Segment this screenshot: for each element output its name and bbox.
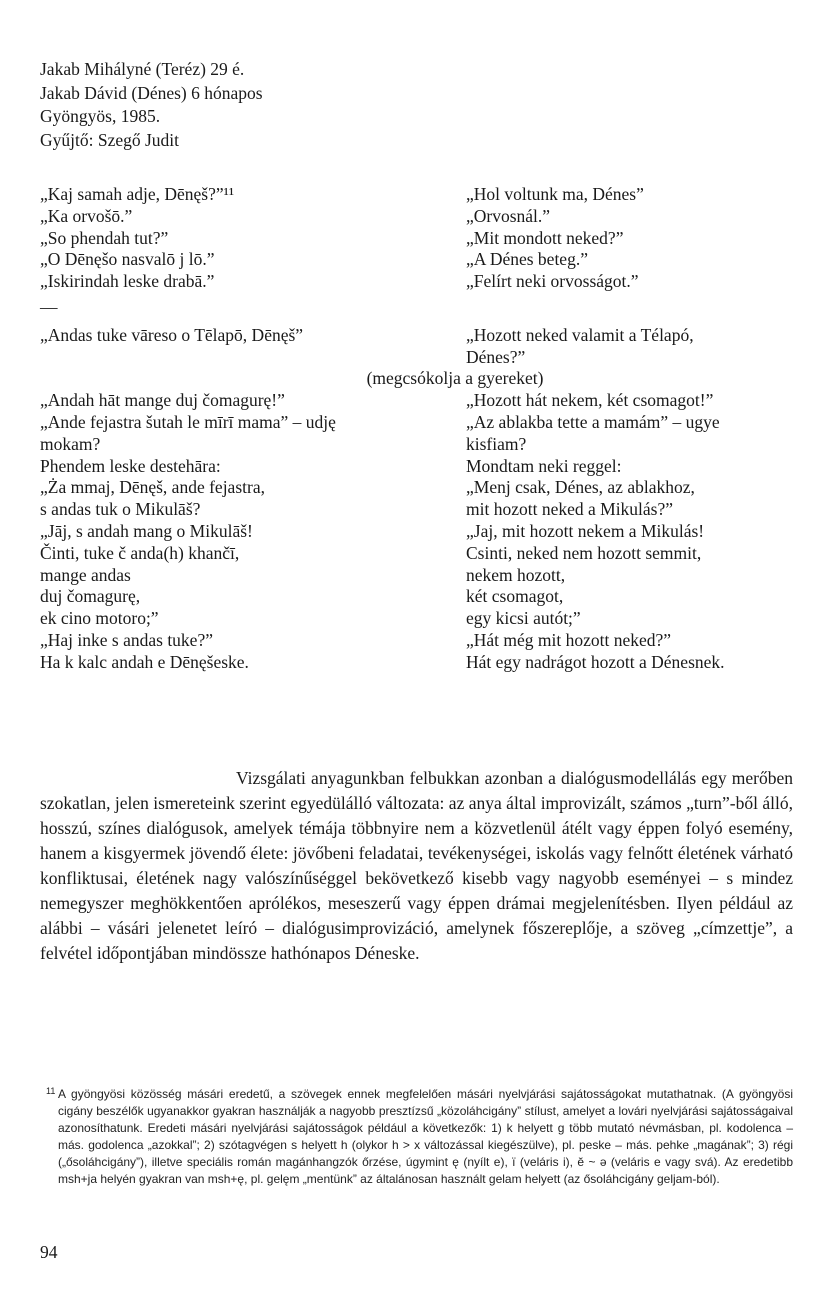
hungarian-line: Dénes?” (466, 346, 526, 367)
hungarian-line: Hát egy nadrágot hozott a Dénesnek. (466, 651, 725, 672)
romani-line: „So phendah tut?” (40, 227, 169, 248)
hungarian-line: „A Dénes beteg.” (466, 249, 588, 270)
dialogue-row (40, 543, 800, 565)
dialogue-row (40, 347, 800, 369)
header-line: Jakab Dávid (Dénes) 6 hónapos (40, 82, 263, 103)
hungarian-line: „Mit mondott neked?” (466, 227, 624, 248)
romani-line: duj čomagurę, (40, 586, 141, 607)
romani-line: Phendem leske destehāra: (40, 455, 221, 476)
romani-line: „Haj inke s andas tuke?” (40, 629, 213, 650)
dialogue-row (40, 630, 800, 652)
hungarian-line: „Hozott hát nekem, két csomagot!” (466, 390, 714, 411)
hungarian-line: mit hozott neked a Mikulás?” (466, 499, 674, 520)
dialogue-row (40, 206, 800, 228)
romani-line: ek cino motoro;” (40, 608, 159, 629)
hungarian-line: „Felírt neki orvosságot.” (466, 271, 639, 292)
dialogue-row (40, 608, 800, 630)
dialogue-row (40, 271, 800, 293)
romani-line: Činti, tuke č anda(h) khančī, (40, 542, 240, 563)
romani-line: „Ande fejastra šutah le mīrī mama” – udję (40, 411, 336, 432)
section-separator: — (40, 296, 58, 317)
hungarian-line: „Hozott neked valamit a Télapó, (466, 324, 694, 345)
header-line: Jakab Mihályné (Teréz) 29 é. (40, 59, 245, 79)
hungarian-line: „Az ablakba tette a mamám” – ugye (466, 411, 720, 432)
romani-line: „Kaj samah adje, Dēnęš?”¹¹ (40, 184, 235, 204)
romani-line: „O Dēnęšo nasvalō j lō.” (40, 249, 215, 270)
header-line: Gyűjtő: Szegő Judit (40, 129, 180, 150)
dialogue-row (40, 325, 800, 347)
romani-line: s andas tuk o Mikulāš? (40, 499, 201, 520)
dialogue-row (40, 249, 800, 271)
dialogue-row (40, 184, 800, 206)
hungarian-line: egy kicsi autót;” (466, 608, 581, 629)
hungarian-line: „Hát még mit hozott neked?” (466, 629, 672, 650)
romani-line: mange andas (40, 564, 131, 585)
footnote (46, 1086, 793, 1188)
romani-line: Ha k kalc andah e Dēnęšeske. (40, 651, 249, 672)
hungarian-line: „Menj csak, Dénes, az ablakhoz, (466, 477, 695, 498)
hungarian-line: „Orvosnál.” (466, 205, 551, 226)
romani-line (40, 347, 466, 369)
dialogue-row (40, 412, 800, 434)
dialogue-row (40, 586, 800, 608)
footnote-text: A gyöngyösi közösség másári eredetű, a szövegek ennek megfelelően másári nyelvjárási sajátosságokat mutathatnak. (A gyöngyösi cigány beszélők ugyanakkor gyakran használják a nagyobb presztízsű „közoláhcigány” stílust, amelyet a lovári nyelvjárási sajátosságaival azonosíthatunk. Eredeti másári nyelvjárási sajátosságok például a következők: 1) k helyett g több mutató névmásban, pl. kodolenca – más. godolenca „azokkal”; 2) szótagvégen s helyett h (olykor h > x változással kiegészülve), pl. peske – más. pehke „magának”; 3) régi („ősoláhcigány”), illetve speciális román magánhangzók őrzése, úgymint ę (nyílt e), ï (veláris i), ĕ ~ ə (veláris e vagy svá). Az eredetibb msh+ja helyén gyakran van msh+ę, pl. gelęm „mentünk” az általánosan használt gelam helyett (az ősoláhcigány geljam-ból). (58, 1087, 793, 1186)
dialogue-row (40, 228, 800, 250)
hungarian-line: nekem hozott, (466, 564, 566, 585)
romani-line: mokam? (40, 433, 101, 454)
stage-direction: (megcsókolja a gyereket) (366, 368, 544, 389)
hungarian-line: Csinti, neked nem hozott semmit, (466, 542, 702, 563)
hungarian-line: Mondtam neki reggel: (466, 455, 622, 476)
paragraph-text: Vizsgálati anyagunkban felbukkan azonban a dialógusmodellálás egy merőben szokatlan, jelen ismereteink szerint egyedülálló változata: az anya által improvizált, számos „turn”-ből álló, hosszú, színes dialógusok, amelyek témája többnyire nem a közvetlenül átélt vagy éppen folyó esemény, hanem a kisgyermek jövendő élete: jövőbeni feladatai, tevékenységei, iskolás vagy felnőtt életének várható konfliktusai, életének nagy valószínűséggel bekövetkező kisebb vagy nagyobb eseményei – s mindez nemegyszer meghökkentően aprólékos, meseszerű vagy éppen drámai megjelenítésben. Ilyen például az alábbi – vásári jelenetet leíró – dialógusimprovizáció, amelynek főszereplője, a szöveg „címzettje”, a felvétel időpontjában mindössze hathónapos Déneske. (40, 768, 793, 963)
dialogue-transcript (40, 184, 800, 674)
dialogue-row (40, 477, 800, 499)
dialogue-row (40, 652, 800, 674)
hungarian-line: „Jaj, mit hozott nekem a Mikulás! (466, 520, 705, 541)
romani-line: „Jāj, s andah mang o Mikulāš! (40, 520, 253, 541)
dialogue-row (40, 456, 800, 478)
romani-line: „Ka orvošō.” (40, 205, 133, 226)
romani-line: „Ża mmaj, Dēnęš, ande fejastra, (40, 477, 265, 498)
hungarian-line: „Hol voltunk ma, Dénes” (466, 184, 644, 204)
dialogue-row (40, 499, 800, 521)
header-line: Gyöngyös, 1985. (40, 106, 161, 126)
romani-line: „Iskirindah leske drabā.” (40, 271, 215, 292)
dialogue-row (40, 434, 800, 456)
body-paragraph (40, 766, 793, 966)
dialogue-row (40, 390, 800, 412)
source-header (40, 58, 263, 152)
romani-line: „Andah hāt mange duj čomagurę!” (40, 390, 285, 411)
hungarian-line: két csomagot, (466, 586, 564, 607)
page-number: 94 (40, 1242, 58, 1262)
footnote-mark: 11 (46, 1086, 56, 1096)
hungarian-line: kisfiam? (466, 433, 527, 454)
romani-line: „Andas tuke vāreso o Tēlapō, Dēnęš” (40, 324, 304, 345)
dialogue-row (40, 565, 800, 587)
dialogue-row (40, 521, 800, 543)
